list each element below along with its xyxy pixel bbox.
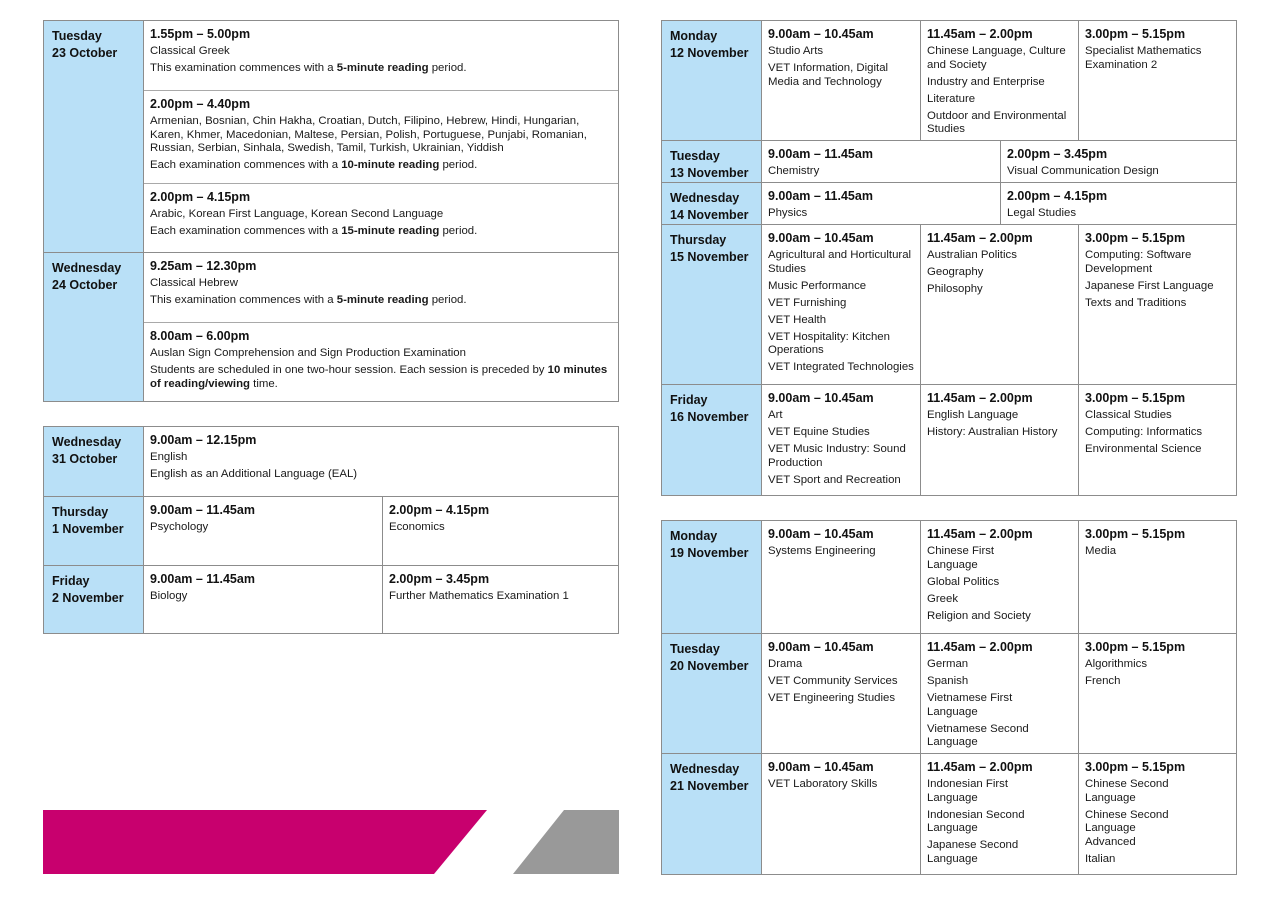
exam-slot: [1000, 141, 1236, 182]
exam-slots: [144, 427, 618, 496]
reading-note-text: period.: [439, 224, 478, 237]
day-name: Wednesday: [52, 261, 122, 275]
exam-time: 9.00am – 12.15pm: [150, 433, 257, 447]
exam-subject: Vietnamese Second Language: [927, 722, 1029, 749]
exam-slot: [144, 566, 382, 633]
exam-slot: [1078, 754, 1236, 874]
reading-note-text: Each examination commences with a: [150, 159, 342, 172]
exam-subject: Classical Studies: [1085, 409, 1172, 422]
day-cell: [44, 253, 144, 401]
day-cell: [662, 183, 762, 224]
exam-subject: VET Health: [768, 313, 827, 326]
exam-subject: English as an Additional Language (EAL): [150, 467, 358, 480]
exam-slot: [1000, 183, 1236, 224]
exam-subject: VET Sport and Recreation: [768, 474, 901, 487]
exam-subject: VET Community Services: [768, 675, 898, 688]
exam-slots: [144, 566, 618, 633]
exam-time: 9.00am – 11.45am: [768, 189, 873, 203]
exam-slot: [920, 634, 1078, 753]
day-date: 31 October: [52, 452, 118, 466]
day-row: [44, 252, 618, 401]
day-cell: [44, 497, 144, 565]
exam-subject: Chinese Second Language Advanced: [1085, 808, 1169, 849]
exam-subject: Environmental Science: [1085, 443, 1202, 456]
day-date: 2 November: [52, 591, 124, 605]
exam-subject: Australian Politics: [927, 249, 1017, 261]
exam-subject: Chinese Language, Culture and Society: [927, 45, 1066, 71]
exam-slot: [920, 385, 1078, 495]
exam-slot: [762, 141, 1000, 182]
exam-subject: French: [1085, 675, 1121, 688]
exam-slots: [762, 21, 1236, 140]
day-cell: [44, 427, 144, 496]
day-name: Tuesday: [670, 149, 720, 163]
exam-time: 2.00pm – 4.15pm: [1007, 189, 1108, 203]
exam-time: 2.00pm – 3.45pm: [389, 572, 490, 586]
day-row: [44, 427, 618, 496]
exam-slot: [762, 225, 920, 384]
exam-subject: Computing: Informatics: [1085, 426, 1203, 439]
day-row: [662, 521, 1236, 633]
exam-subject: VET Engineering Studies: [768, 692, 896, 705]
day-row: [44, 565, 618, 633]
exam-slots: [144, 21, 618, 252]
day-name: Friday: [670, 393, 708, 408]
exam-time: 3.00pm – 5.15pm: [1085, 760, 1186, 775]
exam-time: 3.00pm – 5.15pm: [1085, 527, 1186, 541]
exam-slot: [762, 634, 920, 753]
day-cell: [662, 754, 762, 874]
exam-slots: [144, 253, 618, 401]
exam-slot: [762, 754, 920, 874]
day-name: Wednesday: [52, 435, 122, 449]
exam-subject: Chinese First Language: [927, 545, 995, 571]
day-cell: [662, 521, 762, 633]
schedule-table-mid-november: [661, 20, 1237, 496]
exam-subject: Further Mathematics Examination 1: [389, 590, 569, 602]
exam-slot: [144, 427, 618, 496]
exam-slot: [762, 521, 920, 633]
exam-subject: Agricultural and Horticultural Studies: [768, 249, 912, 275]
reading-note-text: period.: [439, 159, 478, 172]
day-row: [44, 496, 618, 565]
exam-time: 3.00pm – 5.15pm: [1085, 27, 1186, 41]
day-row: [44, 21, 618, 252]
exam-time: 11.45am – 2.00pm: [927, 760, 1033, 775]
exam-subject: Texts and Traditions: [1085, 296, 1187, 309]
exam-slots: [762, 183, 1236, 224]
exam-time: 9.00am – 10.45am: [768, 527, 874, 541]
exam-subject: Music Performance: [768, 279, 867, 292]
exam-time: 11.45am – 2.00pm: [927, 640, 1033, 655]
exam-slot: [762, 21, 920, 140]
exam-time: 2.00pm – 3.45pm: [1007, 147, 1108, 161]
exam-subject: Philosophy: [927, 282, 983, 295]
exam-time: 9.00am – 11.45am: [768, 147, 873, 161]
exam-subject: Specialist Mathematics Examination 2: [1085, 45, 1202, 71]
day-cell: [662, 21, 762, 140]
grey-band: [513, 810, 619, 874]
exam-slot: [1078, 521, 1236, 633]
exam-slots: [762, 634, 1236, 753]
exam-time: 11.45am – 2.00pm: [927, 391, 1033, 406]
exam-slot: [1078, 634, 1236, 753]
exam-subject: History: Australian History: [927, 426, 1058, 439]
exam-time: 2.00pm – 4.15pm: [389, 503, 490, 517]
exam-slots: [762, 521, 1236, 633]
day-row: [662, 224, 1236, 384]
exam-slots: [762, 385, 1236, 495]
exam-slot: [1078, 385, 1236, 495]
exam-slot: [1078, 225, 1236, 384]
day-row: [662, 753, 1236, 874]
exam-slot: [762, 183, 1000, 224]
exam-subject: Outdoor and Environmental Studies: [927, 109, 1067, 136]
exam-subject: Vietnamese First Language: [927, 692, 1013, 718]
exam-subject: VET Laboratory Skills: [768, 778, 878, 791]
exam-subject: Classical Greek: [150, 45, 230, 57]
exam-time: 3.00pm – 5.15pm: [1085, 391, 1186, 406]
exam-time: 9.00am – 10.45am: [768, 231, 874, 245]
exam-subject: Media: [1085, 545, 1117, 557]
exam-subject: VET Hospitality: Kitchen Operations: [768, 330, 890, 357]
exam-subject: German: [927, 658, 969, 671]
exam-subject: Geography: [927, 265, 984, 278]
exam-subject: Physics: [768, 207, 808, 219]
schedule-table-late-november: [661, 520, 1237, 875]
exam-time: 9.00am – 11.45am: [150, 503, 255, 517]
exam-slot: [1078, 21, 1236, 140]
exam-subject: Auslan Sign Comprehension and Sign Production Examination: [150, 347, 466, 359]
day-cell: [662, 225, 762, 384]
exam-subject: Algorithmics: [1085, 658, 1148, 671]
reading-note-emphasis: 10-minute reading: [341, 159, 440, 172]
day-cell: [44, 566, 144, 633]
day-date: 1 November: [52, 522, 124, 536]
exam-subject: Indonesian First Language: [927, 778, 1009, 804]
day-name: Monday: [670, 529, 718, 543]
reading-note-emphasis: 5-minute reading: [336, 293, 429, 306]
exam-subject: Japanese Second Language: [927, 839, 1019, 866]
day-name: Thursday: [670, 233, 727, 247]
exam-subject: Psychology: [150, 521, 209, 533]
exam-subject: Indonesian Second Language: [927, 808, 1025, 835]
decorative-bands: [0, 800, 640, 890]
exam-slot: [144, 322, 618, 401]
exam-time: 9.00am – 11.45am: [150, 572, 255, 586]
exam-slot: [382, 497, 618, 565]
exam-subject: Legal Studies: [1007, 207, 1077, 219]
day-row: [662, 384, 1236, 495]
reading-note-text: period.: [428, 61, 467, 74]
exam-subject: Italian: [1085, 853, 1116, 866]
day-cell: [44, 21, 144, 252]
exam-subject: Arabic, Korean First Language, Korean Second Language: [150, 208, 444, 220]
day-cell: [662, 634, 762, 753]
exam-subject: Chemistry: [768, 165, 820, 177]
exam-subject: Drama: [768, 658, 803, 671]
exam-slots: [144, 497, 618, 565]
day-name: Wednesday: [670, 191, 740, 205]
day-date: 23 October: [52, 46, 118, 60]
exam-subject: Studio Arts: [768, 45, 824, 57]
exam-subject: English Language: [927, 409, 1019, 422]
exam-time: 1.55pm – 5.00pm: [150, 27, 251, 41]
exam-slot: [144, 90, 618, 183]
exam-subject: Economics: [389, 521, 445, 533]
day-cell: [662, 141, 762, 182]
exam-subject: Global Politics: [927, 575, 1000, 588]
exam-time: 8.00am – 6.00pm: [150, 329, 250, 343]
exam-subject: VET Equine Studies: [768, 426, 870, 439]
day-name: Tuesday: [52, 29, 102, 43]
exam-slot: [920, 521, 1078, 633]
reading-note: [150, 364, 612, 391]
exam-subject: Biology: [150, 590, 188, 602]
exam-time: 3.00pm – 5.15pm: [1085, 640, 1186, 655]
exam-subject: Japanese First Language: [1085, 279, 1214, 292]
exam-subject: Spanish: [927, 675, 969, 688]
exam-subject: Visual Communication Design: [1007, 165, 1159, 177]
exam-subject: VET Information, Digital Media and Technology: [768, 61, 889, 88]
reading-note-emphasis: 10 minutes of reading/viewing: [150, 363, 608, 390]
reading-note-text: period.: [428, 293, 467, 306]
day-row: [662, 182, 1236, 224]
exam-slot: [920, 754, 1078, 874]
exam-subject: VET Integrated Technologies: [768, 361, 914, 374]
reading-note-text: This examination commences with a: [150, 293, 337, 306]
exam-slot: [920, 225, 1078, 384]
day-date: 20 November: [670, 659, 749, 674]
exam-slot: [382, 566, 618, 633]
schedule-table-late-october: [43, 426, 619, 634]
exam-subject: Chinese Second Language: [1085, 778, 1169, 804]
day-date: 19 November: [670, 546, 749, 560]
exam-time: 9.00am – 10.45am: [768, 27, 874, 41]
day-name: Wednesday: [670, 762, 740, 777]
exam-slot: [144, 183, 618, 252]
exam-time: 2.00pm – 4.15pm: [150, 190, 251, 204]
reading-note-text: This examination commences with a: [150, 61, 337, 74]
exam-subject: Systems Engineering: [768, 545, 876, 557]
exam-slots: [762, 754, 1236, 874]
exam-subject: Art: [768, 409, 783, 422]
day-name: Thursday: [52, 505, 109, 519]
day-row: [662, 633, 1236, 753]
reading-note-text: Students are scheduled in one two-hour session. Each session is preceded by: [150, 363, 548, 376]
exam-subject: VET Music Industry: Sound Production: [768, 443, 906, 470]
day-cell: [662, 385, 762, 495]
day-name: Friday: [52, 574, 90, 588]
exam-subject: Literature: [927, 92, 976, 105]
reading-note: [150, 294, 612, 308]
day-name: Monday: [670, 29, 718, 43]
exam-slot: [920, 21, 1078, 140]
exam-subject: Classical Hebrew: [150, 277, 238, 289]
day-date: 15 November: [670, 250, 749, 264]
day-date: 13 November: [670, 166, 749, 180]
reading-note-emphasis: 5-minute reading: [336, 61, 429, 74]
exam-time: 11.45am – 2.00pm: [927, 231, 1033, 245]
exam-subject: Industry and Enterprise: [927, 75, 1045, 88]
exam-subject: VET Furnishing: [768, 296, 847, 309]
exam-slot: [144, 253, 618, 322]
schedule-table-october-languages: [43, 20, 619, 402]
day-date: 21 November: [670, 779, 749, 794]
exam-subject: English: [150, 451, 188, 463]
reading-note-emphasis: 15-minute reading: [341, 224, 440, 237]
reading-note-text: Each examination commences with a: [150, 224, 342, 237]
exam-slots: [762, 141, 1236, 182]
day-row: [662, 140, 1236, 182]
exam-time: 9.00am – 10.45am: [768, 640, 874, 655]
day-date: 12 November: [670, 46, 749, 60]
exam-time: 9.25am – 12.30pm: [150, 259, 257, 273]
reading-note: [150, 62, 612, 76]
exam-slots: [762, 225, 1236, 384]
day-row: [662, 21, 1236, 140]
exam-time: 9.00am – 10.45am: [768, 391, 874, 406]
exam-time: 11.45am – 2.00pm: [927, 27, 1033, 41]
exam-subject: Religion and Society: [927, 609, 1031, 622]
exam-time: 9.00am – 10.45am: [768, 760, 874, 775]
day-date: 24 October: [52, 278, 118, 292]
exam-time: 2.00pm – 4.40pm: [150, 97, 251, 111]
exam-subject: Greek: [927, 592, 959, 605]
magenta-band: [43, 810, 487, 874]
exam-time: 3.00pm – 5.15pm: [1085, 231, 1186, 245]
day-name: Tuesday: [670, 642, 720, 657]
reading-note-text: time.: [250, 377, 278, 390]
reading-note: [150, 225, 612, 239]
day-date: 16 November: [670, 410, 749, 425]
exam-slot: [144, 21, 618, 90]
exam-time: 11.45am – 2.00pm: [927, 527, 1033, 541]
day-date: 14 November: [670, 208, 749, 222]
exam-subject: Armenian, Bosnian, Chin Hakha, Croatian, Dutch, Filipino, Hebrew, Hindi, Hungarian, Karen, Khmer, Macedonian, Maltese, Persian, Polish, Portuguese, Punjabi, Romanian, Russian, Serbian, Sinhala, Swedish, Tamil, Turkish, Ukrainian, Yiddish: [150, 115, 587, 155]
exam-slot: [144, 497, 382, 565]
reading-note: [150, 159, 612, 173]
exam-subject: Computing: Software Development: [1085, 249, 1192, 275]
exam-slot: [762, 385, 920, 495]
